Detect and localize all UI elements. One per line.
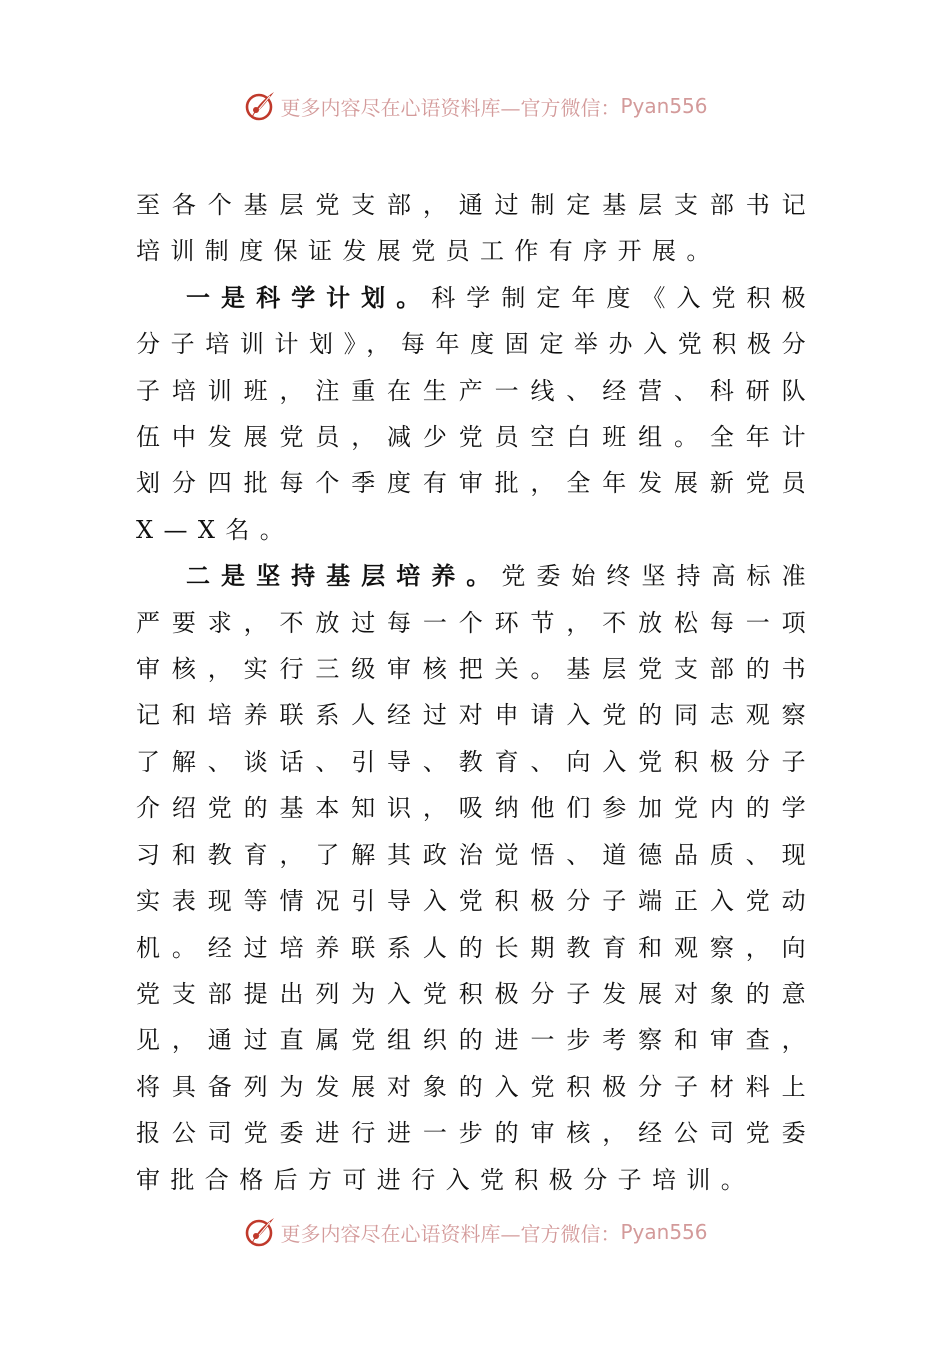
header-banner-text: 更多内容尽在心语资料库—官方微信： [280,95,621,120]
paragraph-2-text: 科学制定年度《入党积极分子培训计划》，每年度固定举办入党积极分子培训班，注重在生产一线、经营、科研队伍中发展党员，减少党员空白班组。全年计划分四批每个季度有审批，全年发展新党员X—X名。 [136,283,816,544]
paragraph-1: 至各个基层党支部，通过制定基层支部书记培训制度保证发展党员工作有序开展。 [136,191,816,266]
quill-logo-icon [242,1214,278,1250]
quill-logo-icon [242,88,278,124]
paragraph-3 [136,553,816,1203]
footer-banner-text: 更多内容尽在心语资料库—官方微信： [280,1221,621,1246]
footer-wechat-id: Pyan556 [620,1220,708,1244]
paragraph-2-lead: 一是科学计划。 [186,283,432,312]
paragraph-3-lead: 二是坚持基层培养。 [186,562,502,591]
header-wechat-id: Pyan556 [620,94,708,118]
footer-banner [0,1212,950,1252]
document-body [136,182,816,1203]
paragraph-2 [136,275,816,553]
header-banner [0,86,950,126]
paragraph-3-text: 党委始终坚持高标准严要求，不放过每一个环节，不放松每一项审核，实行三级审核把关。基层党支部的书记和培养联系人经过对申请入党的同志观察了解、谈话、引导、教育、向入党积极分子介绍党的基本知识，吸纳他们参加党内的学习和教育，了解其政治觉悟、道德品质、现实表现等情况引导入党积极分子端正入党动机。经过培养联系人的长期教育和观察，向党支部提出列为入党积极分子发展对象的意见，通过直属党组织的进一步考察和审查，将具备列为发展对象的入党积极分子材料上报公司党委进行进一步的审核，经公司党委审批合格后方可进行入党积极分子培训。 [136,562,816,1194]
